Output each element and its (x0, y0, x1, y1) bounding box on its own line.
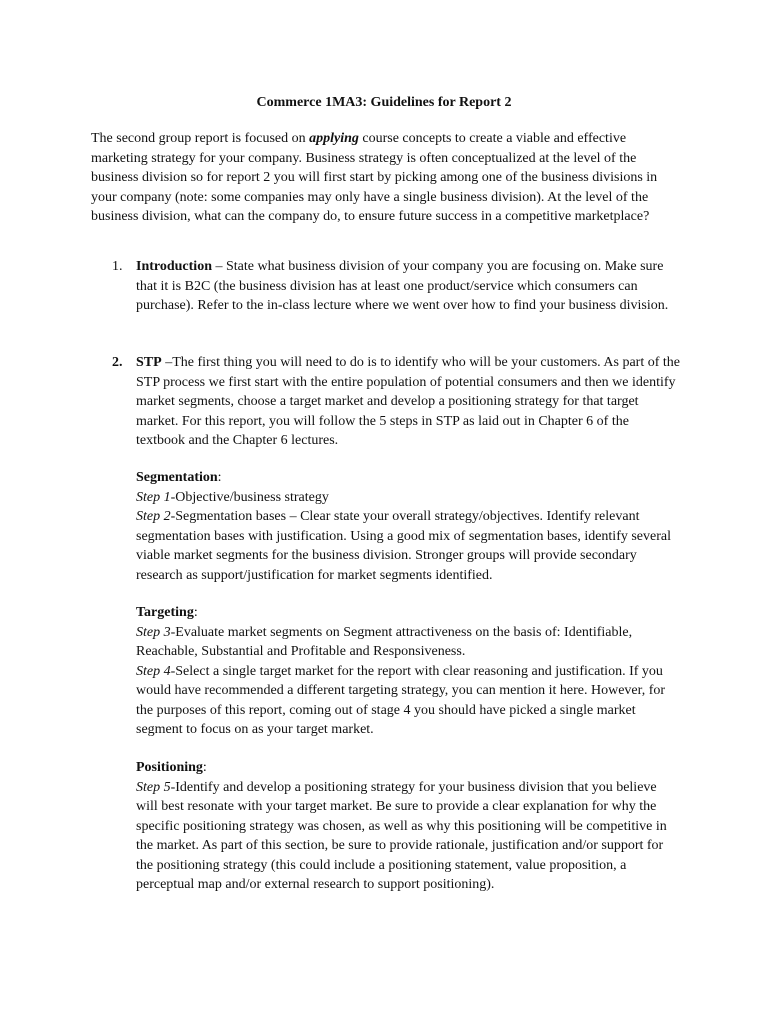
list-item-heading: Introduction (136, 259, 212, 274)
step-text: -Segmentation bases – Clear state your overall strategy/objectives. Identify relevant segmentation bases with justification. Using a good mix of segmentation bases, identify several viable market segments for the business division. Stronger groups will provide secondary research as support/justification for market segments identified. (136, 509, 672, 583)
step-text: -Select a single target market for the report with clear reasoning and justification. If you would have recommended a different targeting strategy, you can mention it here. However, for the purposes of this report, coming out of stage 4 you should have picked a single market segment to focus on as your target market. (136, 663, 666, 737)
step-3 (136, 623, 681, 662)
list-number: 1. (112, 259, 123, 274)
step-label: Step 4 (136, 663, 171, 679)
heading-colon: : (202, 760, 207, 775)
targeting-heading-text: Targeting (136, 605, 194, 620)
list-number: 2. (112, 355, 123, 370)
step-label: Step 1 (136, 489, 171, 505)
step-text: -Evaluate market segments on Segment attractiveness on the basis of: Identifiable, Reachable, Substantial and Profitable and Responsiveness. (136, 624, 633, 659)
intro-paragraph (91, 129, 681, 227)
step-1 (136, 488, 681, 508)
list-item-heading: STP (136, 355, 162, 370)
step-label: Step 5 (136, 779, 171, 795)
step-4 (136, 662, 681, 740)
intro-text-before: The second group report is focused on (91, 131, 310, 146)
targeting-heading (136, 603, 681, 623)
page-title: Commerce 1MA3: Guidelines for Report 2 (256, 95, 512, 110)
positioning-heading (136, 758, 681, 778)
step-text: -Objective/business strategy (170, 489, 329, 505)
list-item-body (136, 257, 681, 316)
intro-text-after: course concepts to create a viable and effective marketing strategy for your company. Business strategy is often conceptualized at the level of the business division so for report 2 you will first start by picking among one of the business divisions in your company (note: some companies may only have a single business division). At the level of the business division, what can the company do, to ensure future success in a competitive marketplace? (91, 131, 658, 224)
list-item-text: – State what business division of your company you are focusing on. Make sure that it is B2C (the business division has at least one product/service which consumers can purchase). Refer to the in-class lecture where we went over how to find your business division. (136, 259, 669, 313)
list-item-body (136, 353, 681, 451)
step-label: Step 2 (136, 509, 171, 524)
heading-colon: : (193, 605, 198, 620)
positioning-section (136, 758, 681, 895)
targeting-section (136, 603, 681, 740)
heading-colon: : (217, 470, 222, 485)
segmentation-section (136, 468, 681, 585)
list-item-text: –The first thing you will need to do is to identify who will be your customers. As part of the STP process we first start with the entire population of potential consumers and then we identify market segments, choose a target market and develop a positioning strategy for that target market. For this report, you will follow the 5 steps in STP as laid out in Chapter 6 of the textbook and the Chapter 6 lectures. (136, 355, 681, 448)
step-2 (136, 507, 681, 585)
step-5 (136, 778, 681, 895)
step-text: -Identify and develop a positioning strategy for your business division that you believe will best resonate with your target market. Be sure to provide a clear explanation for why the specific positioning strategy was chosen, as well as why this positioning will be competitive in the market. As part of this section, be sure to provide rationale, justification and/or support for the positioning strategy (this could include a positioning statement, value proposition, a perceptual map and/or external research to support positioning). (136, 779, 667, 892)
segmentation-heading (136, 468, 681, 488)
positioning-heading-text: Positioning (136, 760, 203, 775)
step-label: Step 3 (136, 624, 171, 640)
segmentation-heading-text: Segmentation (136, 470, 218, 485)
intro-emphasis: applying (309, 131, 359, 146)
